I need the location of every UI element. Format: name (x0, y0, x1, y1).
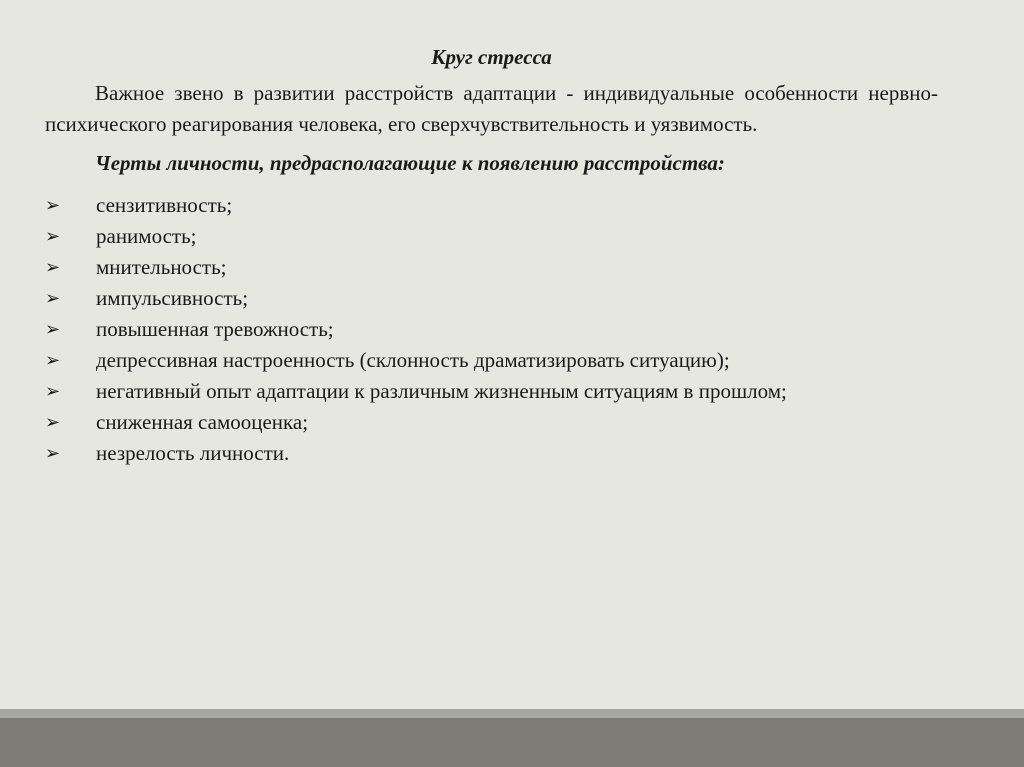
list-item (45, 345, 938, 376)
arrow-bullet-icon: ➢ (45, 226, 61, 247)
slide-title: Круг стресса (431, 45, 552, 69)
list-item (45, 283, 938, 314)
arrow-bullet-icon: ➢ (45, 319, 61, 340)
intro-paragraph: Важное звено в развитии расстройств адаптации - индивидуальные особенности нервно-психического реагирования человека, его сверхчувствительность и уязвимость. (45, 81, 938, 136)
list-item (45, 314, 938, 345)
arrow-bullet-icon: ➢ (45, 195, 61, 216)
footer-band-light (0, 709, 1024, 718)
footer-band-dark (0, 718, 1024, 767)
list-item (45, 407, 938, 438)
list-item-text: сензитивность; (96, 193, 233, 217)
arrow-bullet-icon: ➢ (45, 257, 61, 278)
list-item-text: депрессивная настроенность (склонность драматизировать ситуацию); (96, 348, 730, 372)
traits-list (45, 190, 938, 469)
list-item (45, 252, 938, 283)
arrow-bullet-icon: ➢ (45, 412, 61, 433)
traits-heading: Черты личности, предрасполагающие к появлению расстройства: (95, 151, 725, 175)
list-item-text: ранимость; (96, 224, 197, 248)
list-item-text: мнительность; (96, 255, 227, 279)
list-item (45, 190, 938, 221)
list-item (45, 438, 938, 469)
list-item-text: импульсивность; (96, 286, 249, 310)
list-item (45, 376, 938, 407)
arrow-bullet-icon: ➢ (45, 443, 61, 464)
arrow-bullet-icon: ➢ (45, 288, 61, 309)
list-item-text: сниженная самооценка; (96, 410, 309, 434)
slide-content (45, 42, 938, 469)
list-item-text: повышенная тревожность; (96, 317, 334, 341)
list-item-text: негативный опыт адаптации к различным жизненным ситуациям в прошлом; (96, 379, 787, 403)
list-item-text: незрелость личности. (96, 441, 290, 465)
arrow-bullet-icon: ➢ (45, 350, 61, 371)
list-item (45, 221, 938, 252)
arrow-bullet-icon: ➢ (45, 381, 61, 402)
